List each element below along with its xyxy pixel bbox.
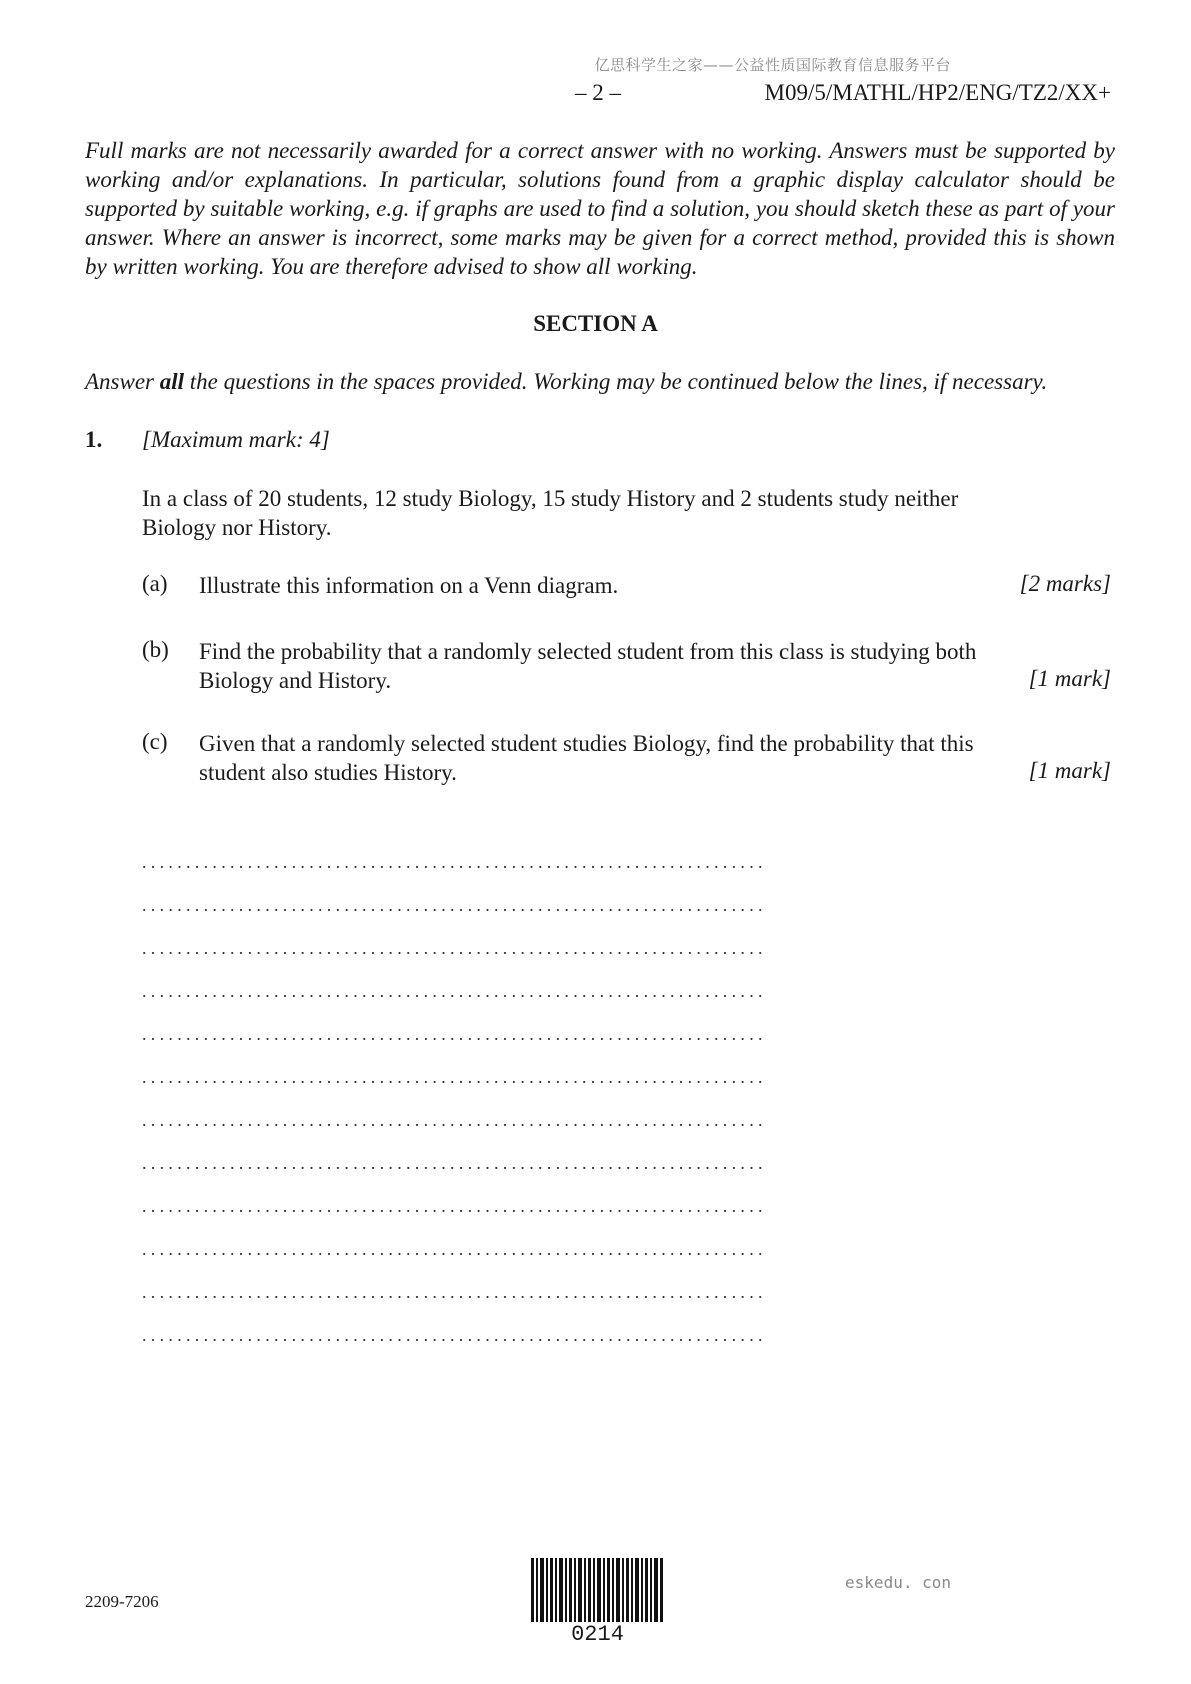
answer-line[interactable]: ....................................................................... (142, 981, 767, 1001)
answer-line[interactable]: ....................................................................... (142, 1067, 767, 1087)
answer-line[interactable]: ....................................................................... (142, 1282, 767, 1302)
part-c-marks: [1 mark] (1028, 758, 1111, 783)
answer-line[interactable]: ....................................................................... (142, 1196, 767, 1216)
answer-line[interactable]: ....................................................................... (142, 852, 767, 872)
answer-line[interactable]: ....................................................................... (142, 1325, 767, 1345)
barcode-icon (531, 1558, 664, 1622)
footer-code: 2209-7206 (85, 1592, 159, 1611)
footer-site-watermark: eskedu. con (845, 1573, 951, 1592)
part-a-text: Illustrate this information on a Venn diagram. (199, 573, 619, 598)
section-title: SECTION A (533, 311, 658, 336)
answer-line[interactable]: ....................................................................... (142, 1024, 767, 1044)
part-c-text: Given that a randomly selected student studies Biology, find the probability that this student also studies History. (199, 731, 974, 785)
part-c-label: (c) (142, 729, 168, 754)
answer-line[interactable]: ....................................................................... (142, 1110, 767, 1130)
part-b-text: Find the probability that a randomly selected student from this class is studying both Biology and History. (199, 639, 977, 693)
part-b-label: (b) (142, 637, 169, 662)
answer-line[interactable]: ....................................................................... (142, 1153, 767, 1173)
instructions-paragraph: Full marks are not necessarily awarded for a correct answer with no working. Answers must be supported by working and/or explanations. In particular, solutions found from a graphic display calculator should be supported by suitable working, e.g. if graphs are used to find a solution, you should sketch these as part of your answer. Where an answer is incorrect, some marks may be given for a correct method, provided this is shown by written working. You are therefore advised to show all working. (85, 138, 1115, 279)
question-max-mark: [Maximum mark: 4] (142, 427, 330, 452)
question-stem: In a class of 20 students, 12 study Biology, 15 study History and 2 students study neither Biology nor History. (142, 486, 959, 540)
part-a-label: (a) (142, 571, 168, 596)
paper-code: M09/5/MATHL/HP2/ENG/TZ2/XX+ (764, 80, 1111, 105)
answer-line[interactable]: ....................................................................... (142, 1239, 767, 1259)
page-number: – 2 – (575, 80, 621, 105)
answer-all-instruction (85, 369, 1047, 395)
watermark-text: 亿思科学生之家——公益性质国际教育信息服务平台 (594, 56, 951, 74)
answer-all-after: the questions in the spaces provided. Working may be continued below the lines, if necessary. (184, 369, 1048, 394)
part-a-marks: [2 marks] (1019, 571, 1111, 596)
question-number: 1. (85, 427, 103, 452)
answer-all-before: Answer (85, 369, 160, 394)
answer-line[interactable]: ....................................................................... (142, 895, 767, 915)
part-b-marks: [1 mark] (1028, 666, 1111, 691)
answer-all-emphasis: all (159, 369, 185, 394)
barcode-number: 0214 (571, 1622, 624, 1647)
answer-line[interactable]: ....................................................................... (142, 938, 767, 958)
